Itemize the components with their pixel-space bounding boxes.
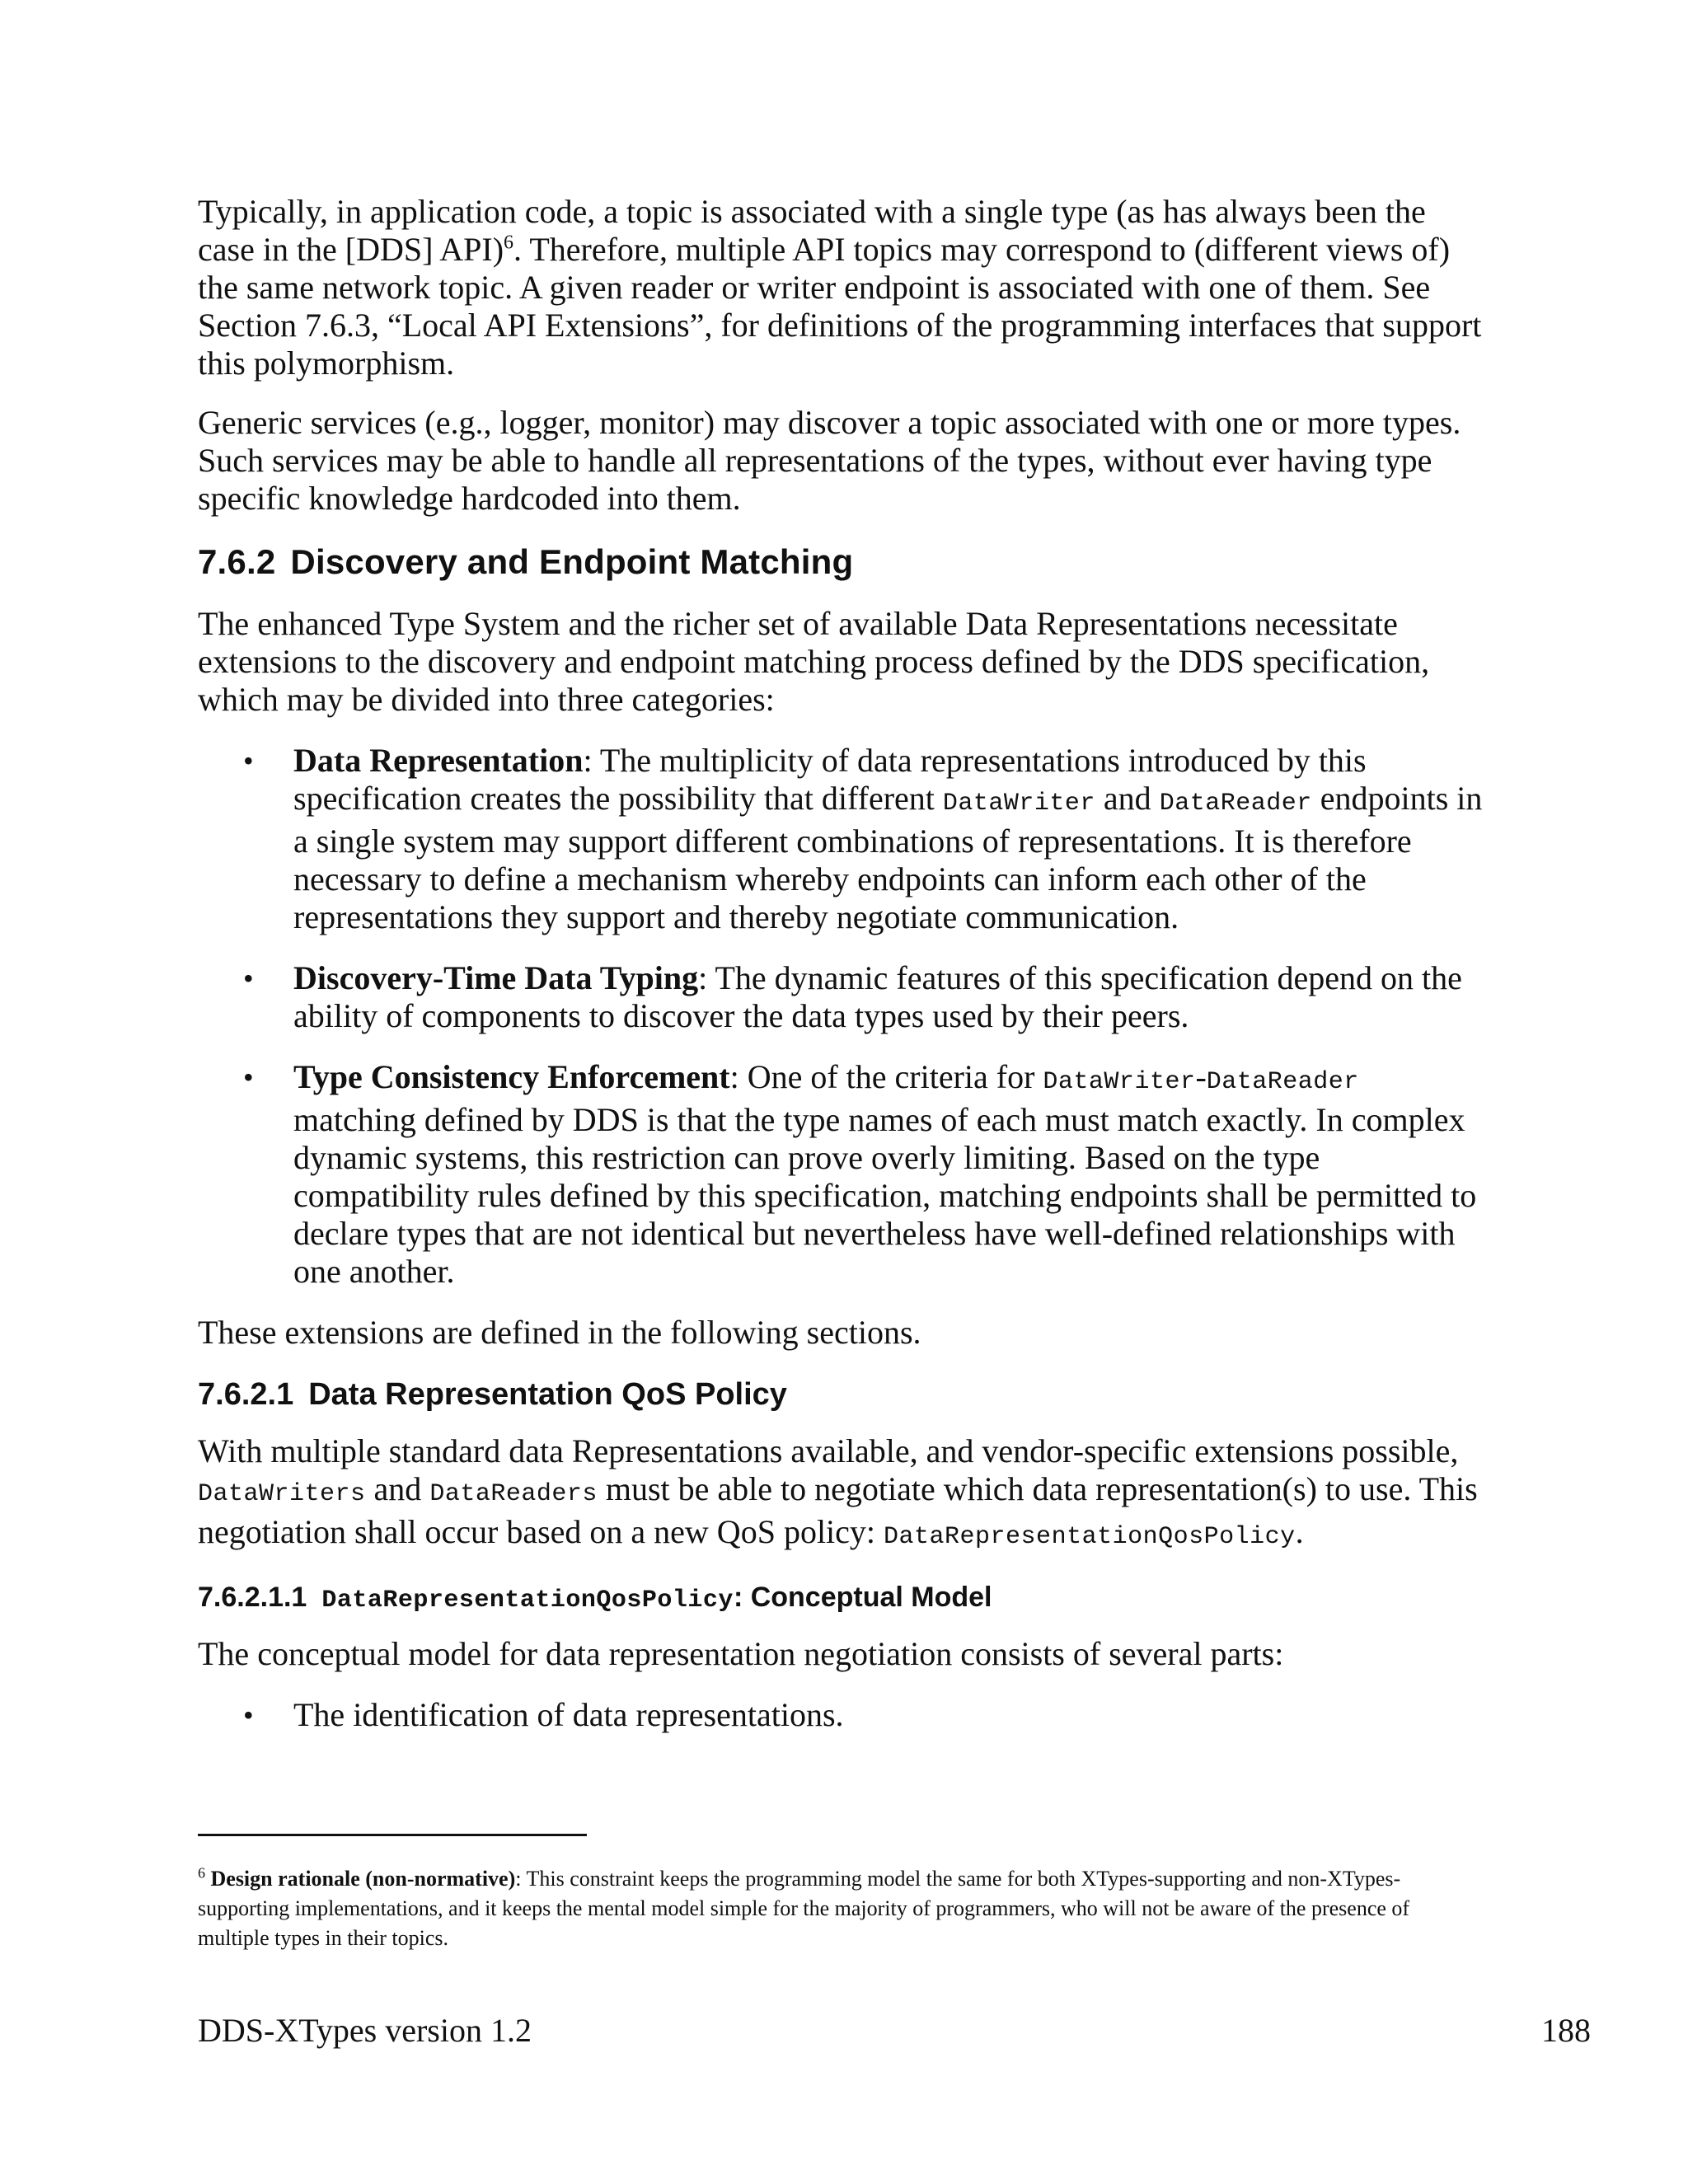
footer-doc-title: DDS-XTypes version 1.2 [198, 2012, 532, 2049]
page-content [198, 193, 1484, 1757]
list-item: • Type Consistency Enforcement: One of the criteria for DataWriter-DataReader matching defined by DDS is that the type names of each must match exactly. In complex dynamic systems, this restriction can prove overly limiting. Based on the type compatibility rules defined by this specification, matching endpoints shall be permitted to declare types that are not identical but nevertheless have well-defined relationships with one another. [243, 1058, 1477, 1290]
bullet-icon: • [243, 1699, 254, 1732]
section-heading-7-6-2: 7.6.2 Discovery and Endpoint Matching [198, 542, 854, 581]
section-762-intro: The enhanced Type System and the richer set of available Data Representations necessitate extensions to the discovery and endpoint matching process defined by the DDS specification, which may be divided into three categories: [198, 605, 1430, 718]
bullet-icon: • [243, 744, 254, 777]
section-76211-intro: The conceptual model for data representation negotiation consists of several parts: [198, 1635, 1284, 1672]
section-heading-7-6-2-1: 7.6.2.1 Data Representation QoS Policy [198, 1377, 787, 1412]
footnote: $^6$ Design rationale (non-normative): This constraint keeps the programming model the same for both XTypes-supporting and non-XTypes-supporting implementations, and it keeps the mental model simple for the majority of programmers, who will not be aware of the presence of multiple types in their topics. [198, 1864, 1410, 1950]
intro-paragraph-1: Typically, in application code, a topic is associated with a single type (as has always been the case in the [DDS] API)$^6$. Therefore, multiple API topics may correspond to (different views of) the same network topic. A given reader or writer endpoint is associated with one of them. See Section 7.6.3, “Local API Extensions”, for definitions of the programming interfaces that support this polymorphism. [198, 193, 1482, 382]
bullet-icon: • [243, 962, 254, 995]
intro-paragraph-2: Generic services (e.g., logger, monitor) may discover a topic associated with one or more types. Such services may be able to handle all representations of the types, without ever having type specific knowledge hardcoded into them. [198, 404, 1461, 517]
list-item: • The identification of data representations. [243, 1696, 844, 1733]
footnote-mark: 6 [198, 1864, 205, 1882]
list-item: • Discovery-Time Data Typing: The dynamic features of this specification depend on the ability of components to discover the data types used by their peers. [243, 959, 1462, 1034]
section-762-closing: These extensions are defined in the following sections. [198, 1314, 921, 1351]
category-list [198, 742, 1484, 1291]
section-7621-paragraph: With multiple standard data Representations available, and vendor-specific extensions possible, DataWriters and DataReaders must be able to negotiate which data representation(s) to use. This negotiation shall occur based on a new QoS policy: DataRepresentationQosPolicy. [198, 1432, 1478, 1551]
bullet-icon: • [243, 1061, 254, 1094]
page-number: 188 [1541, 2012, 1591, 2049]
footnote-separator [198, 1834, 587, 1836]
footnote-ref[interactable]: 6 [504, 232, 514, 254]
page-footer [198, 2011, 1591, 2050]
section-heading-7-6-2-1-1: 7.6.2.1.1 DataRepresentationQosPolicy: Conceptual Model [198, 1582, 992, 1615]
list-item: • Data Representation: The multiplicity of data representations introduced by this specification creates the possibility that different DataWriter and DataReader endpoints in a single system may support different combinations of representations. It is therefore necessary to define a mechanism whereby endpoints can inform each other of the representations they support and thereby negotiate communication. [243, 742, 1483, 935]
parts-list [198, 1696, 1484, 1734]
